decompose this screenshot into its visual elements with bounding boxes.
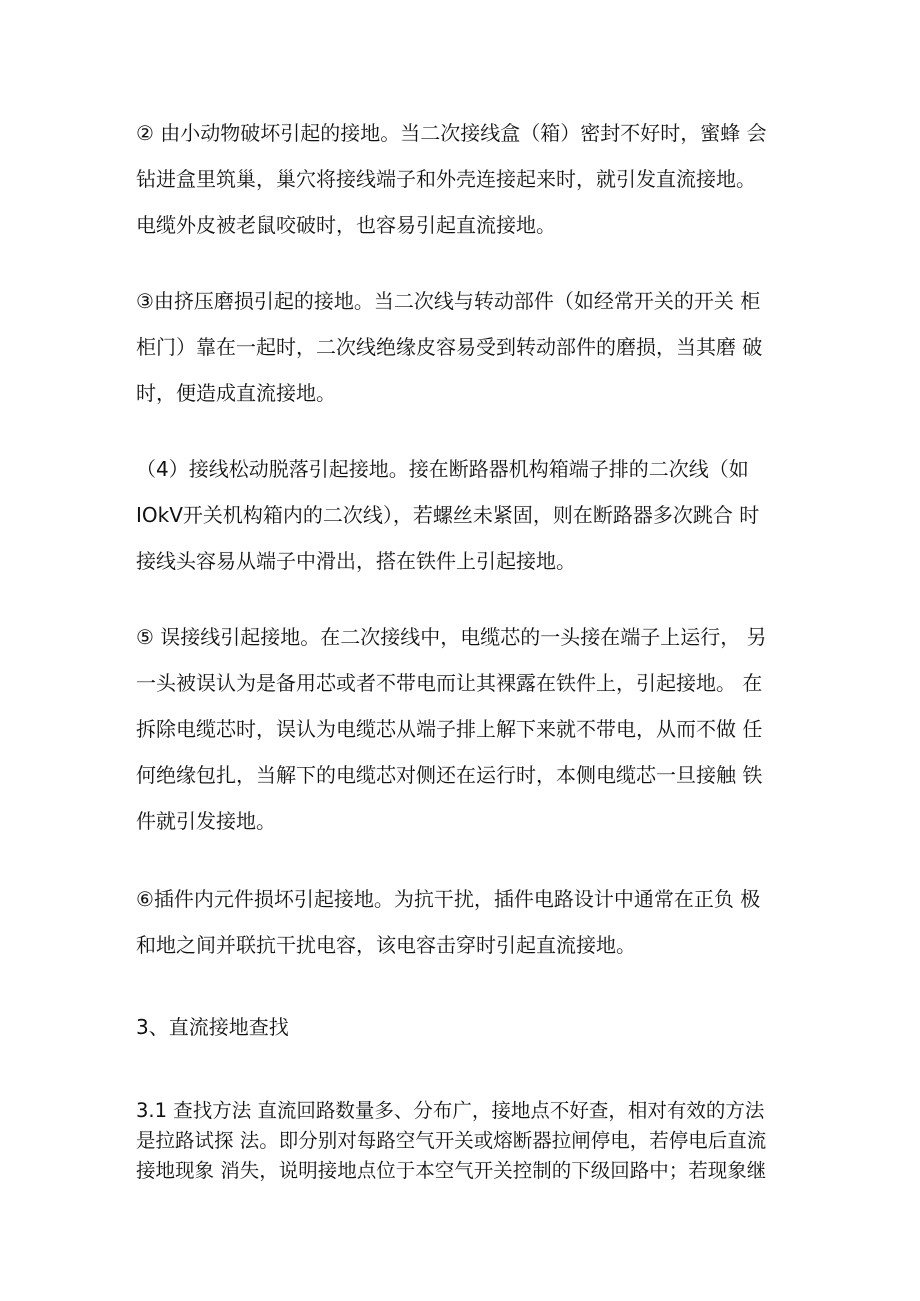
text-line: ② 由小动物破坏引起的接地。当二次接线盒（箱）密封不好时，蜜蜂 会 [136, 121, 767, 145]
text-line: 时，便造成直流接地。 [136, 381, 336, 405]
text-line: ③由挤压磨损引起的接地。当二次线与转动部件（如经常开关的开关 柜 [136, 289, 761, 313]
paragraph-section-3-1 [136, 1096, 796, 1186]
section-heading-3 [136, 1004, 796, 1050]
text-line: 和地之间并联抗干扰电容，该电容击穿时引起直流接地。 [136, 933, 636, 957]
paragraph-cause-5 [136, 614, 796, 844]
paragraph-cause-3 [136, 278, 796, 416]
text-line: 是拉路试探 法。即分别对每路空气开关或熔断器拉闸停电，若停电后直流 [136, 1129, 767, 1152]
text-line: 柜门）靠在一起时，二次线绝缘皮容易受到转动部件的磨损，当其磨 破 [136, 335, 763, 359]
text-line: 钻进盒里筑巢，巢穴将接线端子和外壳连接起来时，就引发直流接地。 [136, 167, 756, 191]
paragraph-cause-4 [136, 446, 796, 584]
text-line: IOkV开关机构箱内的二次线），若螺丝未紧固，则在断路器多次跳合 时 [136, 503, 760, 527]
text-line: 何绝缘包扎，当解下的电缆芯对侧还在运行时，本侧电缆芯一旦接触 铁 [136, 763, 763, 787]
paragraph-cause-6 [136, 876, 796, 968]
text-line: 件就引发接地。 [136, 809, 276, 833]
text-line: （4）接线松动脱落引起接地。接在断路器机构箱端子排的二次线（如 [136, 457, 749, 481]
text-line: ⑤ 误接线引起接地。在二次接线中，电缆芯的一头接在端子上运行， 另 [136, 625, 767, 649]
text-line: 拆除电缆芯时，误认为电缆芯从端子排上解下来就不带电，从而不做 任 [136, 717, 763, 741]
text-line: ⑥插件内元件损坏引起接地。为抗干扰，插件电路设计中通常在正负 极 [136, 887, 761, 911]
text-line: 一头被误认为是备用芯或者不带电而让其裸露在铁件上，引起接地。 在 [136, 671, 763, 695]
text-line: 接地现象 消失，说明接地点位于本空气开关控制的下级回路中；若现象继 [136, 1159, 767, 1182]
text-line: 接线头容易从端子中滑出，搭在铁件上引起接地。 [136, 549, 576, 573]
section-heading-text: 3、直流接地查找 [136, 1015, 289, 1039]
paragraph-cause-2 [136, 110, 796, 248]
text-line: 电缆外皮被老鼠咬破时，也容易引起直流接地。 [136, 213, 556, 237]
text-line: 3.1 查找方法 直流回路数量多、分布广，接地点不好查，相对有效的方法 [136, 1099, 765, 1122]
